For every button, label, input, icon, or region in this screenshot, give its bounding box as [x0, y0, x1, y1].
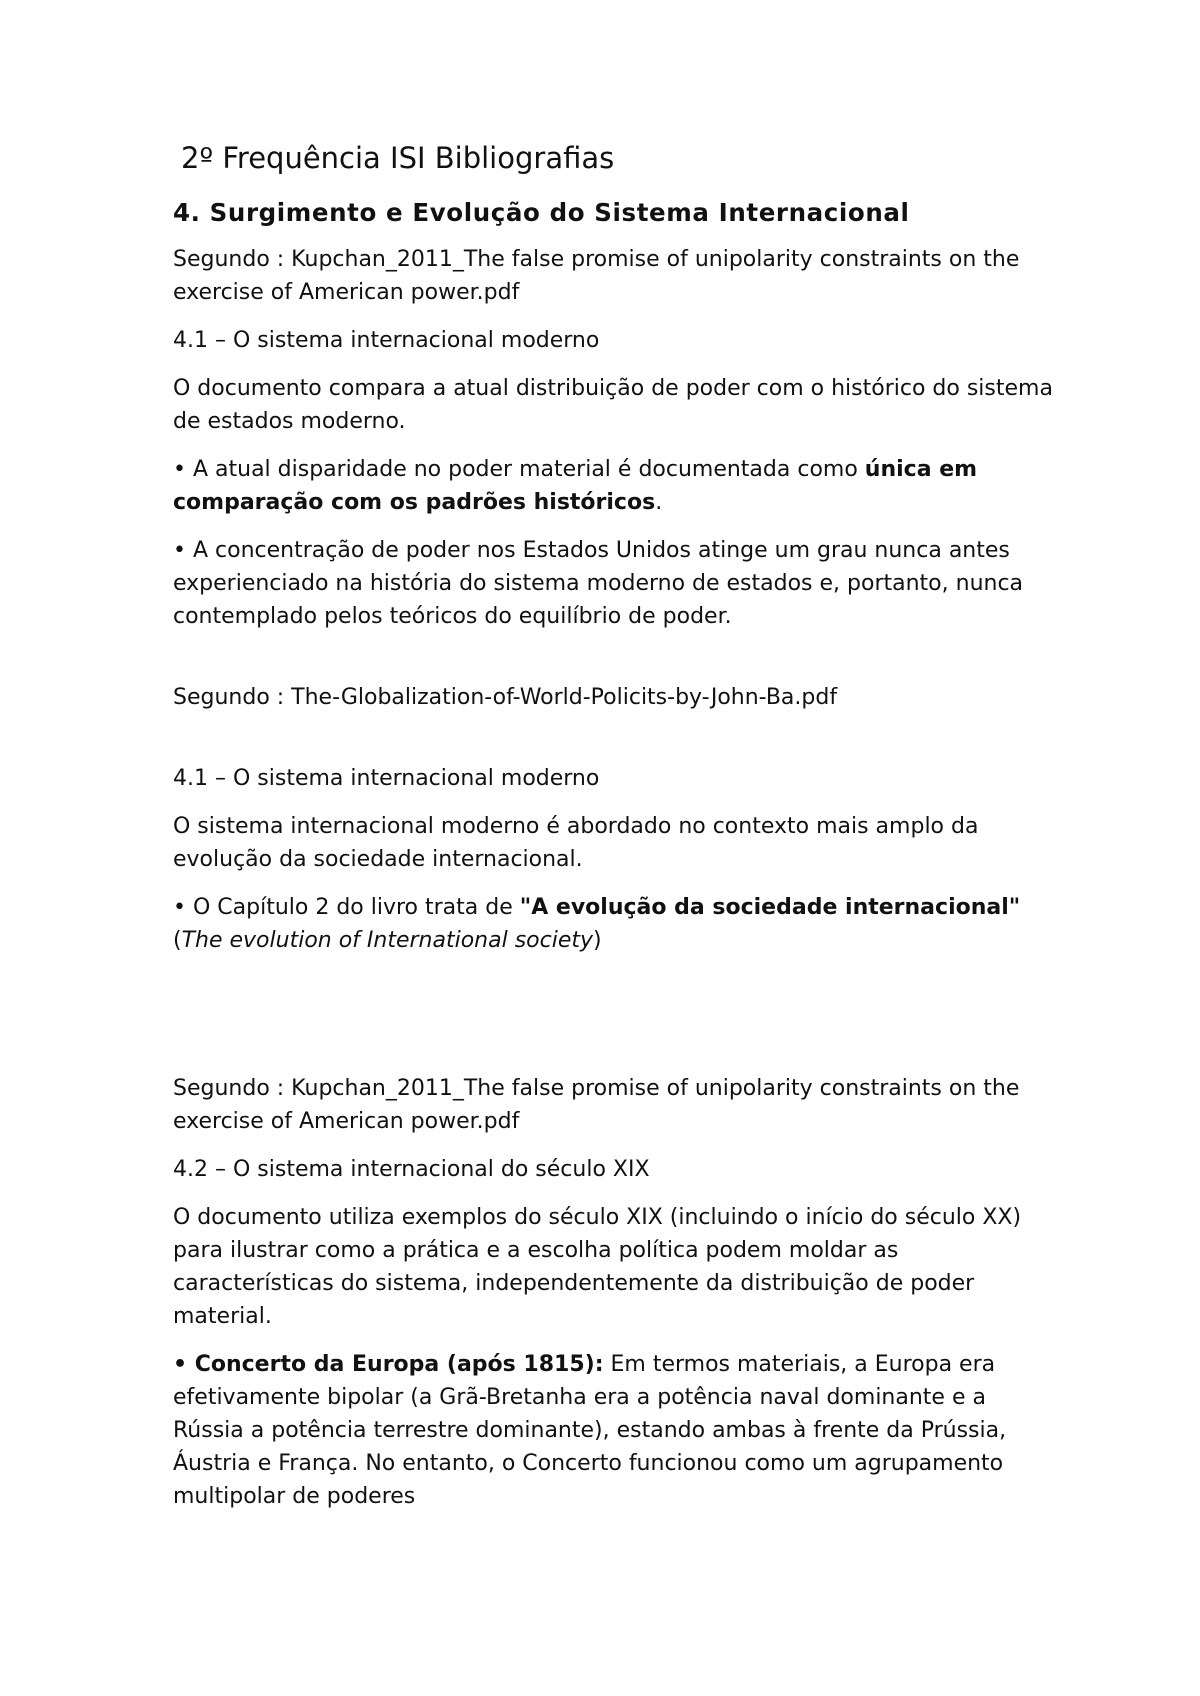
bullet-emphasis: única em comparação com os padrões históricos [173, 457, 978, 515]
bullet-text: ( [173, 928, 182, 953]
document-content [173, 138, 1053, 1528]
document-title: 2º Frequência ISI Bibliografias [181, 141, 615, 175]
bullet-text: . [655, 490, 663, 515]
bullet-point: • A concentração de poder nos Estados Unidos atinge um grau nunca antes experienciado na história do sistema moderno de estados e, portanto, nunca contemplado pelos teóricos do equilíbrio de poder. [173, 538, 1024, 629]
source-reference-kupchan: Segundo : Kupchan_2011_The false promise of unipolarity constraints on the exercise of American power.pdf [173, 1076, 1020, 1134]
subheading-4-1: 4.1 – O sistema internacional moderno [173, 328, 600, 353]
bullet-point [173, 453, 1053, 519]
bullet-point [173, 891, 1053, 957]
spacer [173, 648, 1053, 681]
subheading-4-2: 4.2 – O sistema internacional do século XIX [173, 1157, 650, 1182]
bullet-text: • O Capítulo 2 do livro trata de [173, 895, 520, 920]
paragraph-intro: O sistema internacional moderno é abordado no contexto mais amplo da evolução da sociedade internacional. [173, 814, 979, 872]
subheading-4-1: 4.1 – O sistema internacional moderno [173, 766, 600, 791]
bullet-text: ) [593, 928, 602, 953]
source-reference-kupchan: Segundo : Kupchan_2011_The false promise of unipolarity constraints on the exercise of American power.pdf [173, 247, 1020, 305]
spacer [173, 972, 1053, 1072]
bullet-italic: The evolution of International society [181, 928, 594, 953]
bullet-text: Em termos materiais, a Europa era efetivamente bipolar (a Grã-Bretanha era a potência naval dominante e a Rússia a potência terrestre dominante), estando ambas à frente da Prússia, Áustria e França. No entanto, o Concerto funcionou como um agrupamento multipolar de poderes [173, 1352, 1007, 1509]
bullet-emphasis: • Concerto da Europa (após 1815): [173, 1352, 604, 1377]
bullet-emphasis: "A evolução da sociedade internacional" [519, 895, 1021, 920]
bullet-text: • A atual disparidade no poder material é documentada como [173, 457, 865, 482]
source-reference-baylis: Segundo : The-Globalization-of-World-Policits-by-John-Ba.pdf [173, 685, 838, 710]
paragraph-intro: O documento utiliza exemplos do século XIX (incluindo o início do século XX) para ilustrar como a prática e a escolha política podem moldar as características do sistema, independentemente da distribuição de poder material. [173, 1205, 1022, 1329]
bullet-point [173, 1348, 1053, 1513]
spacer [173, 729, 1053, 762]
paragraph-intro: O documento compara a atual distribuição de poder com o histórico do sistema de estados moderno. [173, 376, 1053, 434]
section-heading: 4. Surgimento e Evolução do Sistema Internacional [173, 198, 910, 227]
